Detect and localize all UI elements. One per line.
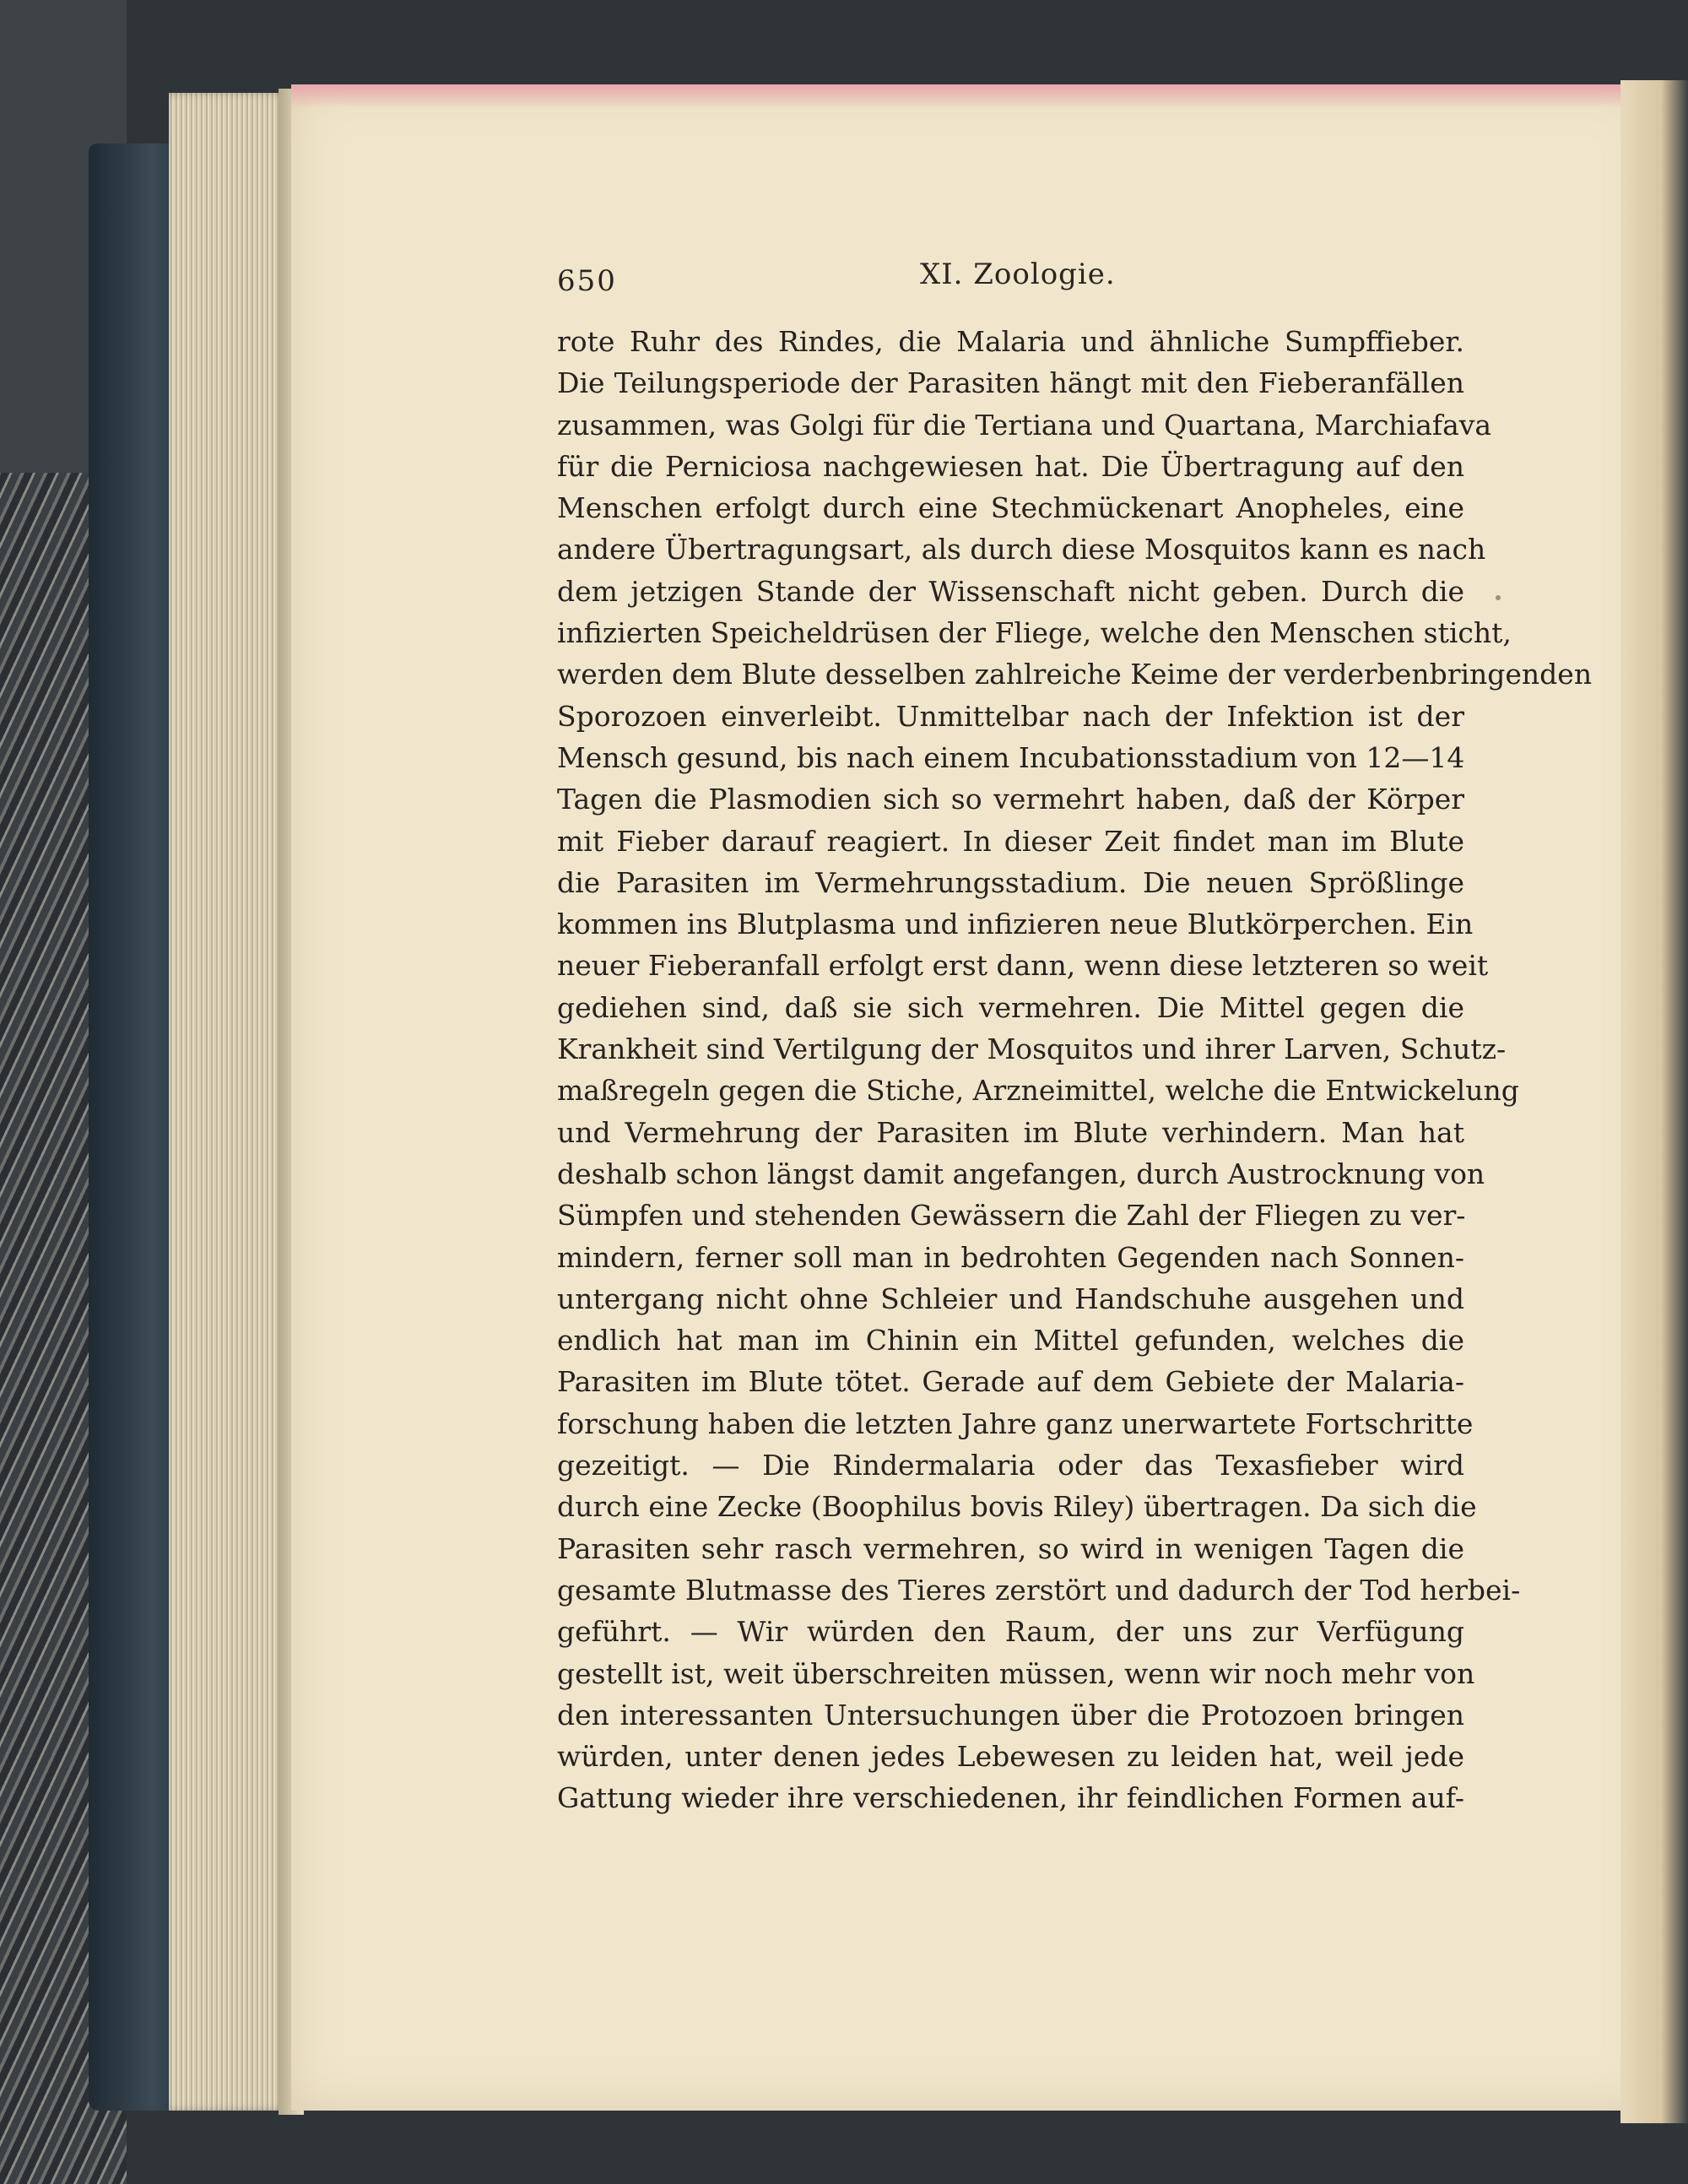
text-line: Mensch gesund, bis nach einem Incubationsstadium von 12—14 [557,740,1465,774]
text-line: geführt. — Wir würden den Raum, der uns zur Verfügung [557,1615,1464,1649]
body-text [557,321,1593,1819]
page-number: 650 [557,264,617,298]
text-line: Sümpfen und stehenden Gewässern die Zahl der Fliegen zu ver- [557,1199,1466,1233]
chapter-title: XI. Zoologie. [920,257,1116,291]
text-line: die Parasiten im Vermehrungsstadium. Die neuen Sprößlinge [557,865,1464,899]
text-line: gezeitigt. — Die Rindermalaria oder das Texasfieber wird [557,1449,1464,1482]
text-line: zusammen, was Golgi für die Tertiana und Quartana, Marchiafava [557,408,1492,442]
text-line: untergang nicht ohne Schleier und Handschuhe ausgehen und [557,1282,1464,1315]
page-right-edge [1620,80,1688,2123]
text-line: forschung haben die letzten Jahre ganz unerwartete Fortschritte [557,1406,1474,1440]
text-line: maßregeln gegen die Stiche, Arzneimittel, welche die Entwickelung [557,1074,1519,1108]
text-line: und Vermehrung der Parasiten im Blute verhindern. Man hat [557,1115,1464,1149]
text-line: gediehen sind, daß sie sich vermehren. Die Mittel gegen die [557,990,1464,1024]
text-line: mit Fieber darauf reagiert. In dieser Zeit findet man im Blute [557,824,1464,858]
running-head [557,257,1460,308]
text-line: Gattung wieder ihre verschiedenen, ihr feindlichen Formen auf- [557,1781,1464,1815]
text-line: Sporozoen einverleibt. Unmittelbar nach der Infektion ist der [557,699,1464,733]
text-line: neuer Fieberanfall erfolgt erst dann, wenn diese letzteren so weit [557,949,1489,983]
text-line: Krankheit sind Vertilgung der Mosquitos und ihrer Larven, Schutz- [557,1032,1507,1066]
text-line: Parasiten sehr rasch vermehren, so wird in wenigen Tagen die [557,1531,1464,1565]
text-line: dem jetzigen Stande der Wissenschaft nicht geben. Durch die [557,574,1464,608]
margin-speck [1496,595,1501,600]
text-line: durch eine Zecke (Boophilus bovis Riley) übertragen. Da sich die [557,1490,1477,1524]
text-line: gestellt ist, weit überschreiten müssen, wenn wir noch mehr von [557,1656,1475,1690]
text-line: rote Ruhr des Rindes, die Malaria und ähnliche Sumpffieber. [557,325,1464,358]
text-line: würden, unter denen jedes Lebewesen zu leiden hat, weil jede [557,1740,1464,1774]
text-line: mindern, ferner soll man in bedrohten Gegenden nach Sonnen- [557,1240,1464,1274]
text-line: deshalb schon längst damit angefangen, durch Austrocknung von [557,1157,1485,1190]
text-line: werden dem Blute desselben zahlreiche Keime der verderbenbringenden [557,658,1593,691]
text-line: andere Übertragungsart, als durch diese Mosquitos kann es nach [557,533,1486,566]
text-line: kommen ins Blutplasma und infizieren neue Blutkörperchen. Ein [557,908,1474,941]
text-line: infizierten Speicheldrüsen der Fliege, welche den Menschen sticht, [557,616,1512,650]
page-block-edge [169,93,295,2111]
text-line: Tagen die Plasmodien sich so vermehrt haben, daß der Körper [557,783,1464,816]
text-line: endlich hat man im Chinin ein Mittel gefunden, welches die [557,1324,1464,1358]
text-line: gesamte Blutmasse des Tieres zerstört und dadurch der Tod herbei- [557,1573,1521,1607]
text-line: Parasiten im Blute tötet. Gerade auf dem Gebiete der Malaria- [557,1365,1464,1399]
text-line: für die Perniciosa nachgewiesen hat. Die Übertragung auf den [557,449,1464,483]
text-line: Die Teilungsperiode der Parasiten hängt mit den Fieberanfällen [557,366,1464,400]
text-line: Menschen erfolgt durch eine Stechmückenart Anopheles, eine [557,491,1464,525]
text-line: den interessanten Untersuchungen über die Protozoen bringen [557,1698,1464,1731]
